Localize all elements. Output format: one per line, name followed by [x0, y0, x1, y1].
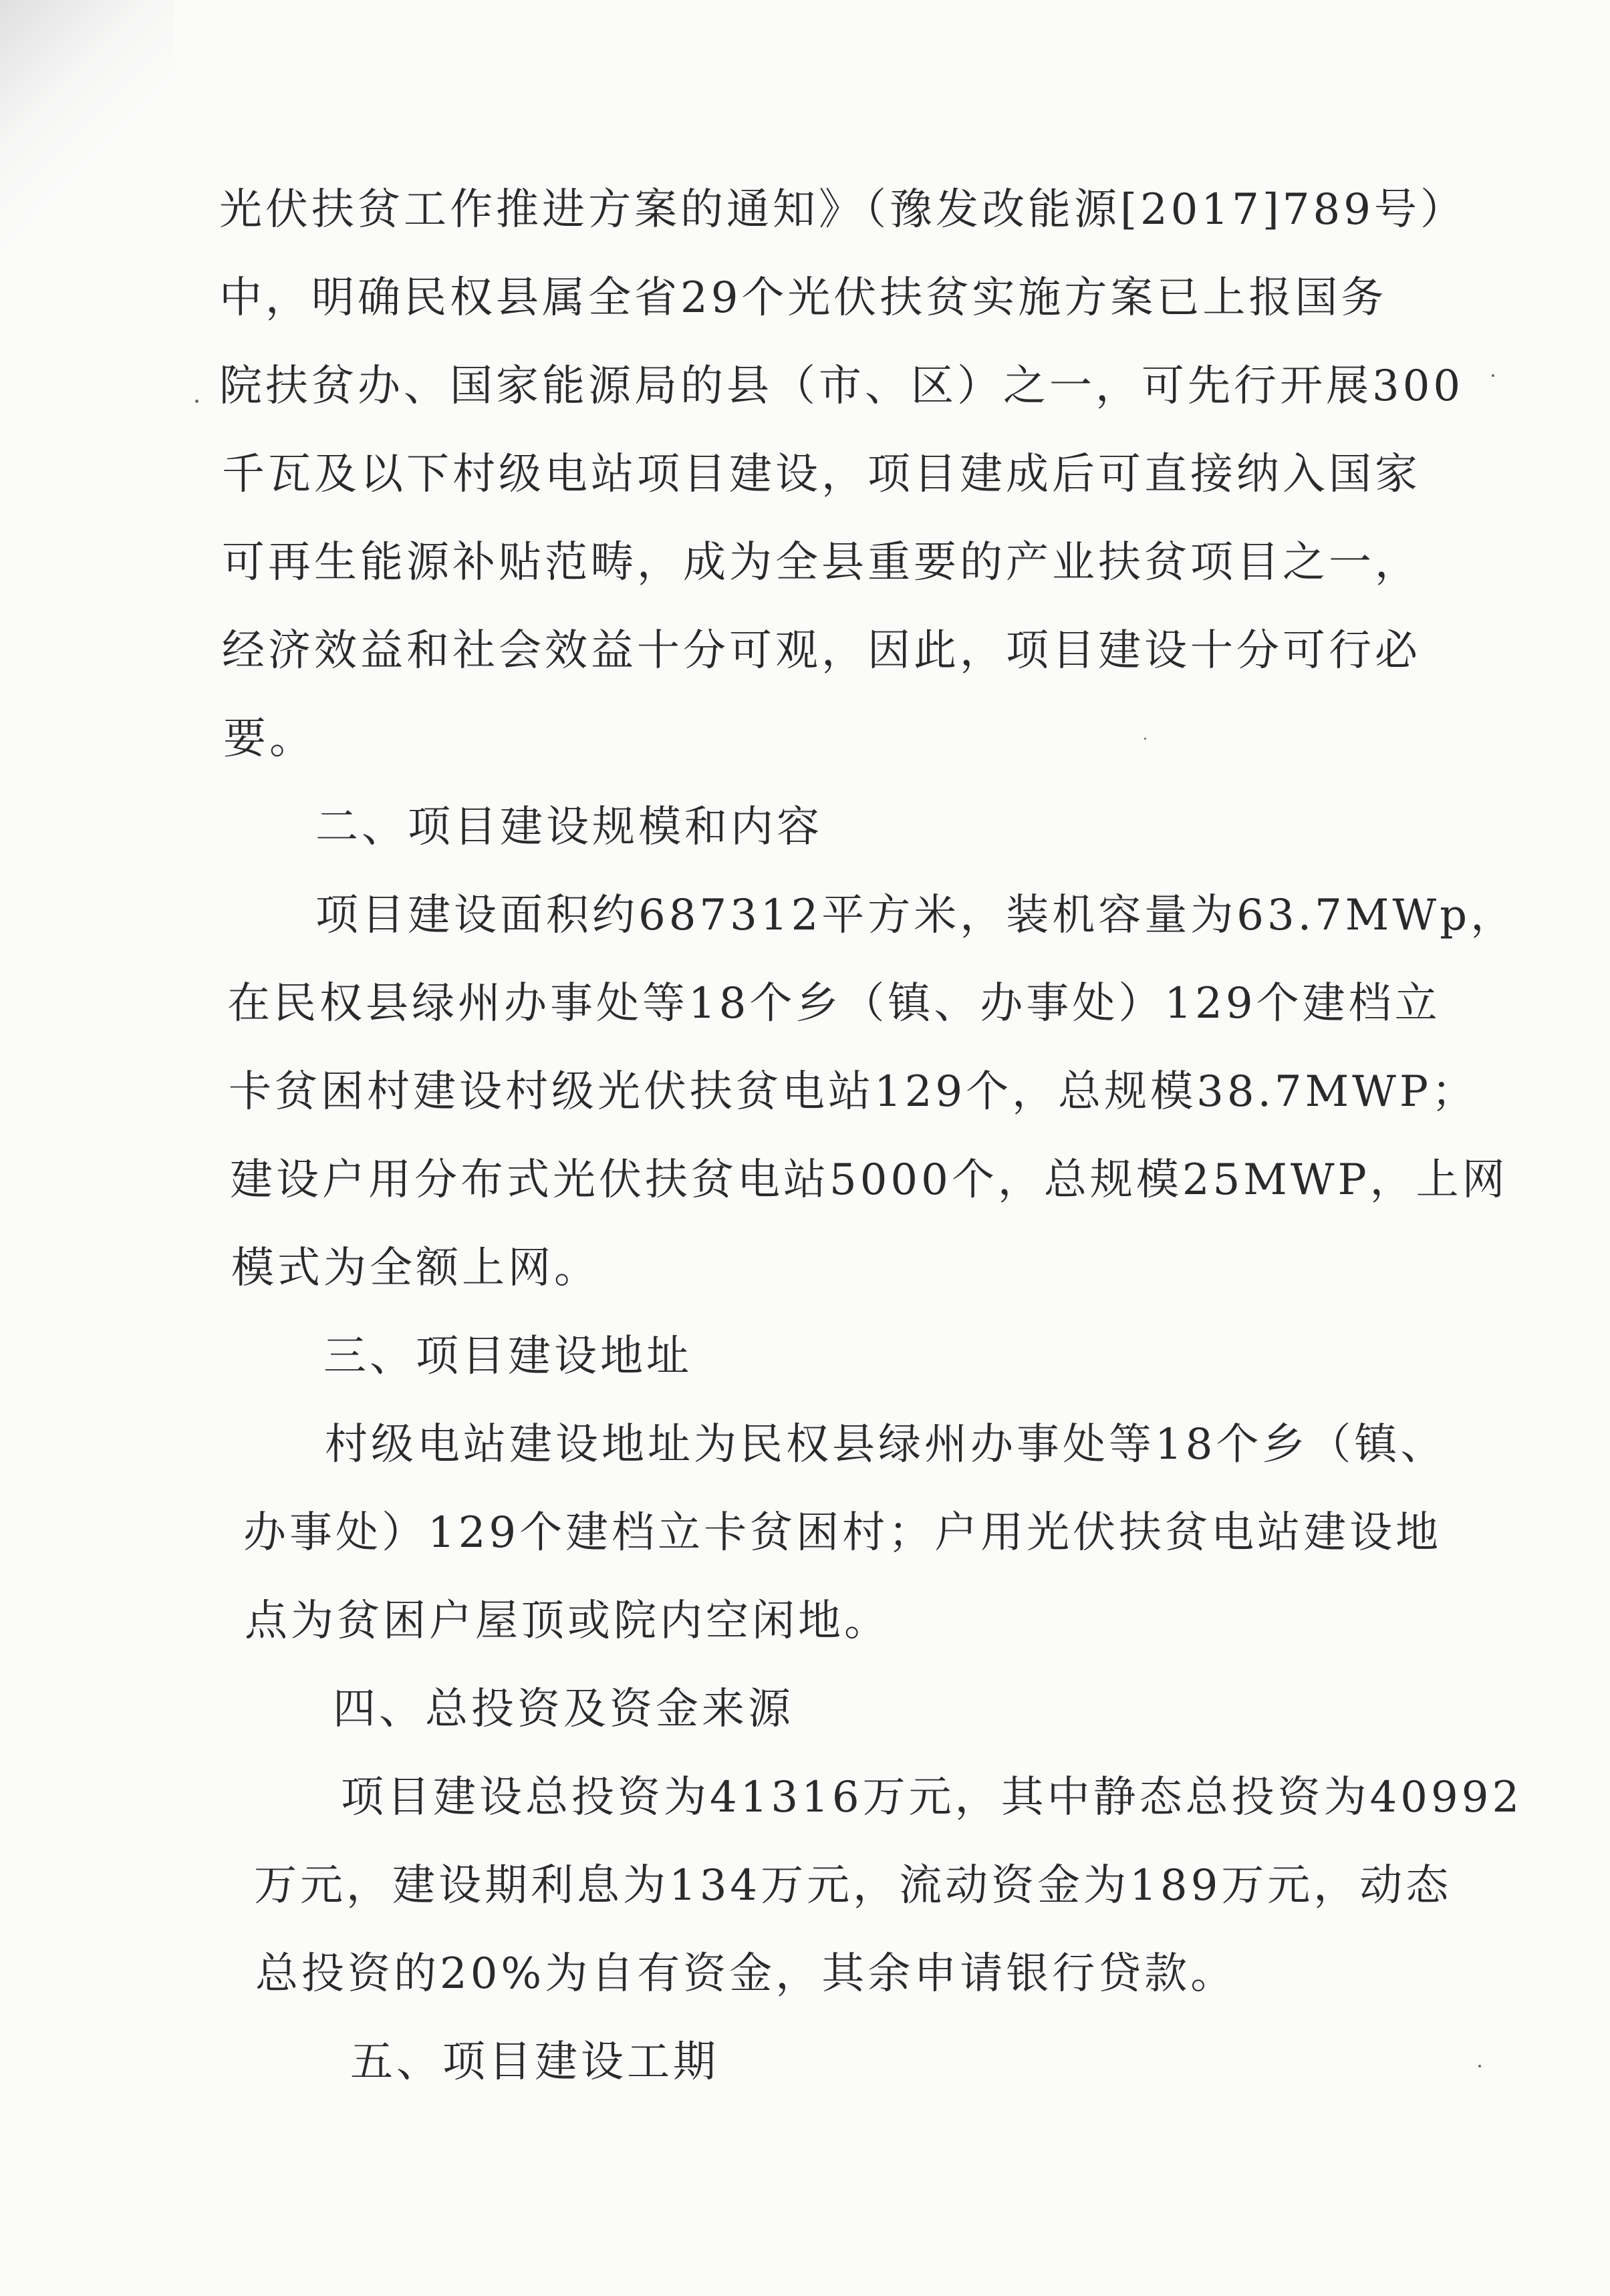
body-line: 要。	[223, 714, 315, 764]
body-line: 光伏扶贫工作推进方案的通知》（豫发改能源[2017]789号）	[219, 185, 1466, 235]
body-line: 建设户用分布式光伏扶贫电站5000个，总规模25MWP，上网	[230, 1155, 1508, 1205]
body-line: 卡贫困村建设村级光伏扶贫电站129个，总规模38.7MWP；	[229, 1067, 1478, 1117]
body-line: 经济效益和社会效益十分可观，因此，项目建设十分可行必	[222, 626, 1421, 676]
body-line: 项目建设面积约687312平方米，装机容量为63.7MWp，	[315, 891, 1517, 940]
body-line: 点为贫困户屋顶或院内空闲地。	[245, 1596, 890, 1646]
body-line: 中，明确民权县属全省29个光伏扶贫实施方案已上报国务	[219, 273, 1387, 323]
body-line: 总投资的20%为自有资金，其余申请银行贷款。	[255, 1949, 1237, 1999]
section-heading: 二、项目建设规模和内容	[315, 803, 823, 852]
body-line: 项目建设总投资为41316万元，其中静态总投资为40992	[341, 1773, 1523, 1822]
scan-speck	[1492, 374, 1494, 377]
body-line: 可再生能源补贴范畴，成为全县重要的产业扶贫项目之一，	[222, 538, 1421, 587]
section-heading: 三、项目建设地址	[323, 1332, 692, 1381]
scan-speck	[195, 400, 198, 403]
section-heading: 四、总投资及资金来源	[333, 1685, 794, 1734]
body-line: 办事处）129个建档立卡贫困村；户用光伏扶贫电站建设地	[243, 1508, 1442, 1558]
body-line: 在民权县绿州办事处等18个乡（镇、办事处）129个建档立	[227, 979, 1441, 1028]
body-line: 村级电站建设地址为民权县绿州办事处等18个乡（镇、	[325, 1420, 1447, 1469]
scan-speck	[1478, 2065, 1481, 2067]
scan-speck	[1144, 738, 1146, 740]
section-heading: 五、项目建设工期	[350, 2037, 719, 2087]
body-line: 模式为全额上网。	[231, 1244, 600, 1293]
body-line: 院扶贫办、国家能源局的县（市、区）之一，可先行开展300	[219, 362, 1464, 411]
body-line: 千瓦及以下村级电站项目建设，项目建成后可直接纳入国家	[222, 450, 1421, 499]
body-line: 万元，建设期利息为134万元，流动资金为189万元，动态	[254, 1861, 1452, 1910]
